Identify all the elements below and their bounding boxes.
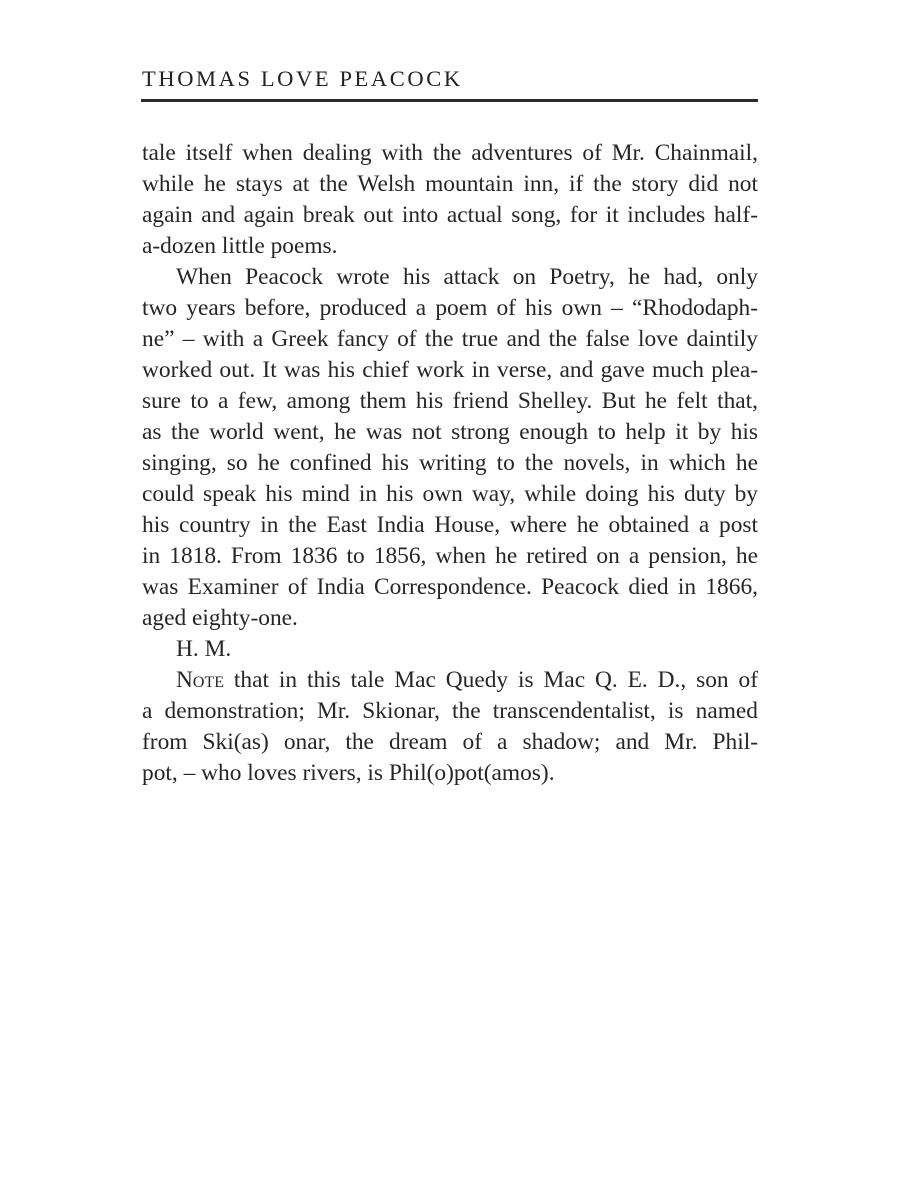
text-line: again and again break out into actual song, for it includes half-: [142, 202, 758, 228]
text-line: [142, 665, 758, 696]
text-line: tale itself when dealing with the adventures of Mr. Chainmail,: [142, 140, 758, 166]
text-line: a-dozen little poems.: [142, 233, 338, 259]
paragraph-biography: [142, 262, 758, 634]
header-rule: [141, 99, 758, 102]
signature: [142, 634, 758, 665]
paragraph-note: [142, 665, 758, 789]
text-line: sure to a few, among them his friend Shelley. But he felt that,: [142, 388, 758, 414]
text-line: When Peacock wrote his attack on Poetry, he had, only: [176, 264, 758, 290]
text-line: worked out. It was his chief work in verse, and gave much plea-: [142, 357, 758, 383]
text-line: was Examiner of India Correspondence. Peacock died in 1866,: [142, 574, 758, 600]
text-line: from Ski(as) onar, the dream of a shadow; and Mr. Phil-: [142, 729, 758, 755]
text-line: while he stays at the Welsh mountain inn, if the story did not: [142, 171, 758, 197]
note-lead-smallcaps: Note: [176, 667, 224, 693]
text-line: a demonstration; Mr. Skionar, the transcendentalist, is named: [142, 698, 758, 724]
note-line-text: that in this tale Mac Quedy is Mac Q. E. D., son of: [224, 667, 758, 693]
text-line: in 1818. From 1836 to 1856, when he retired on a pension, he: [142, 543, 758, 569]
text-line: pot, – who loves rivers, is Phil(o)pot(amos).: [142, 760, 555, 786]
text-line: his country in the East India House, where he obtained a post: [142, 512, 758, 538]
signature-initials: H. M.: [176, 636, 232, 662]
text-line: could speak his mind in his own way, while doing his duty by: [142, 481, 758, 507]
text-line: aged eighty-one.: [142, 605, 298, 631]
text-line: two years before, produced a poem of his own – “Rhododaph-: [142, 295, 758, 321]
text-line: ne” – with a Greek fancy of the true and the false love daintily: [142, 326, 758, 352]
text-line: singing, so he confined his writing to the novels, in which he: [142, 450, 758, 476]
text-line: as the world went, he was not strong enough to help it by his: [142, 419, 758, 445]
paragraph-continuation: [142, 138, 758, 262]
running-head: THOMAS LOVE PEACOCK: [142, 66, 463, 91]
body-text: [142, 138, 758, 789]
